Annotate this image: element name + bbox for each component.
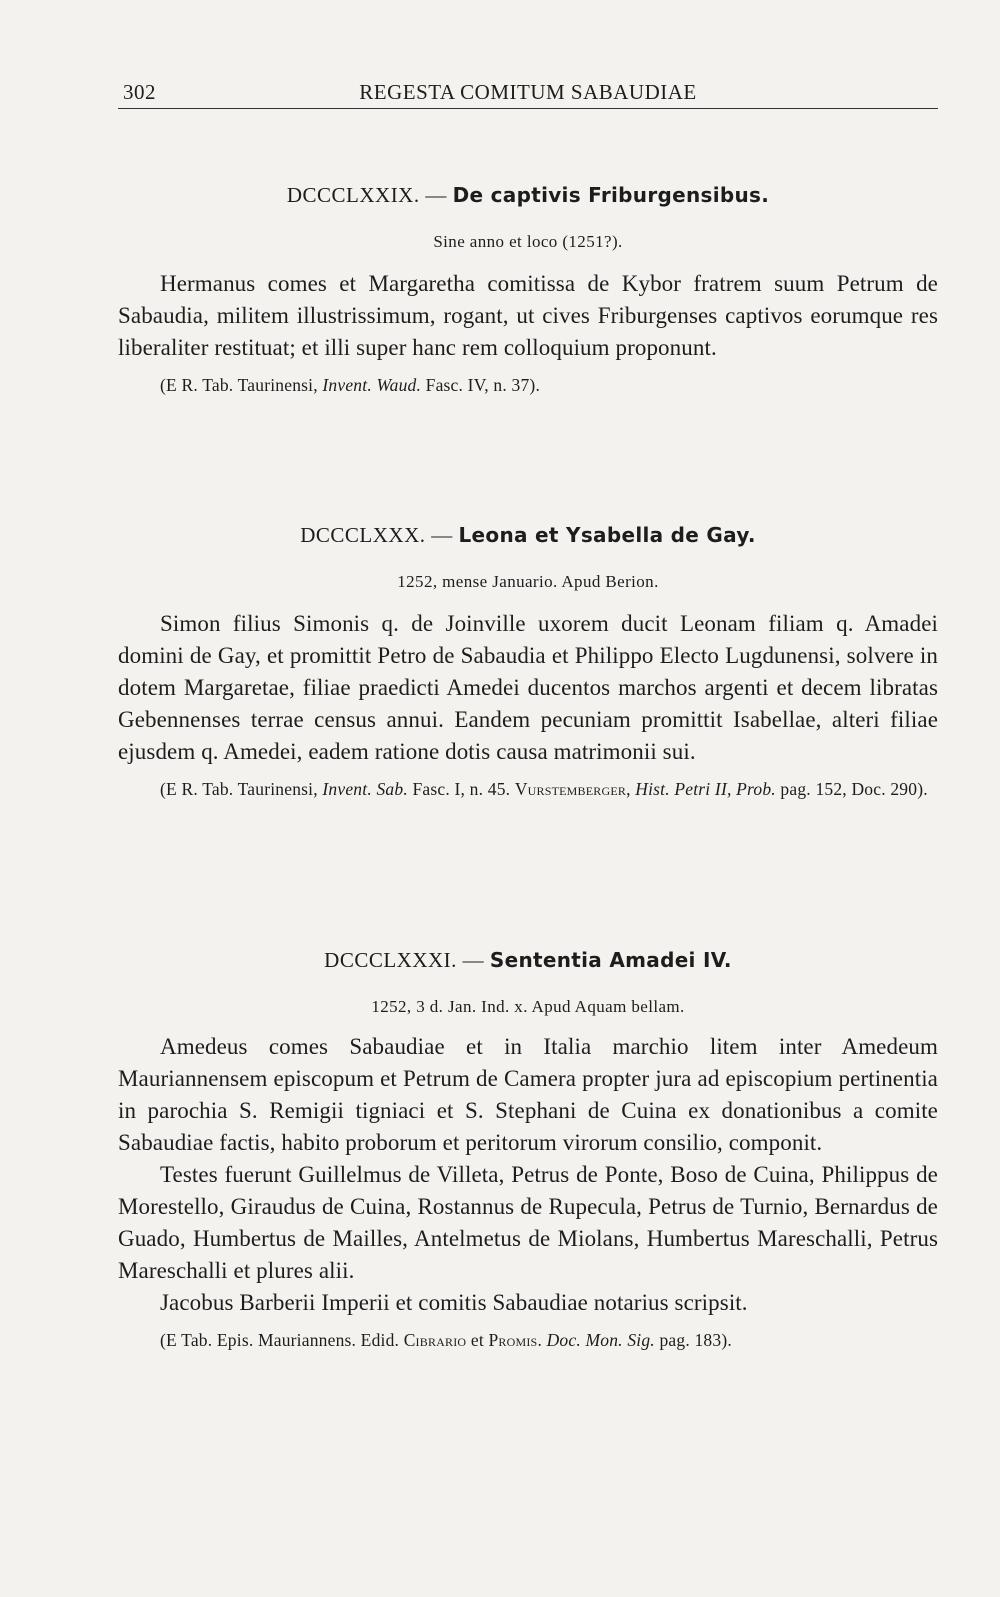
entry-heading: DCCCLXXXI. — Sententia Amadei IV. xyxy=(324,948,732,972)
entry-citation: (E R. Tab. Taurinensi, Invent. Waud. Fasc. IV, n. 37). xyxy=(160,375,541,395)
entry-dccclxxxi xyxy=(118,948,938,1353)
running-title: REGESTA COMITUM SABAUDIAE xyxy=(359,80,697,104)
entry-paragraph: Testes fuerunt Guillelmus de Villeta, Petrus de Ponte, Boso de Cuina, Philippus de Morestello, Giraudus de Cuina, Rostannus de Rupecula, Petrus de Turnio, Bernardus de Guado, Humbertus de Mailles, Antelmetus de Miolans, Humbertus Mareschalli, Petrus Mareschalli et plures alii. xyxy=(118,1162,938,1283)
entry-number: DCCCLXXXI. xyxy=(324,948,457,972)
entry-paragraph: Simon filius Simonis q. de Joinville uxorem ducit Leonam filiam q. Amadei domini de Gay, et promittit Petro de Sabaudia et Philippo Electo Lugdunensi, solvere in dotem Margaretae, filiae praedicti Amedei ducentos marchos argenti et decem libratas Gebennenses terrae census annui. Eandem pecuniam promittit Isabellae, alteri filiae ejusdem q. Amedei, eadem ratione dotis causa matrimonii sui. xyxy=(118,611,938,764)
running-header xyxy=(118,78,938,109)
entry-heading: DCCCLXXIX. — De captivis Friburgensibus. xyxy=(286,183,770,207)
entry-number: DCCCLXXX. xyxy=(300,523,426,547)
entry-paragraph: Hermanus comes et Margaretha comitissa de Kybor fratrem suum Petrum de Sabaudia, militem illustrissimum, rogant, ut cives Friburgenses captivos eorumque res liberaliter restituat; et illi super hanc rem colloquium proponunt. xyxy=(118,271,938,360)
entry-title: Leona et Ysabella de Gay. xyxy=(458,523,756,547)
entry-paragraph: Amedeus comes Sabaudiae et in Italia marchio litem inter Amedeum Mauriannensem episcopum et Petrum de Camera propter jura ad episcopium pertinentia in parochia S. Remigii tigniaci et S. Stephani de Cuina ex donationibus a comite Sabaudiae factis, habito proborum et peritorum virorum consilio, componit. xyxy=(118,1034,938,1155)
entry-paragraph: Jacobus Barberii Imperii et comitis Sabaudiae notarius scripsit. xyxy=(160,1290,748,1315)
entry-date: 1252, 3 d. Jan. Ind. x. Apud Aquam bellam. xyxy=(371,997,685,1016)
entry-number: DCCCLXXIX. xyxy=(286,183,420,207)
entry-dccclxxix xyxy=(118,183,938,398)
entry-date: 1252, mense Januario. Apud Berion. xyxy=(397,572,659,591)
page-number: 302 xyxy=(123,80,156,104)
entry-date: Sine anno et loco (1251?). xyxy=(433,232,623,251)
entry-title: De captivis Friburgensibus. xyxy=(452,183,770,207)
entry-dccclxxx xyxy=(118,523,938,802)
entry-heading: DCCCLXXX. — Leona et Ysabella de Gay. xyxy=(300,523,756,547)
entry-citation: (E Tab. Epis. Mauriannens. Edid. Cibrario et Promis. Doc. Mon. Sig. pag. 183). xyxy=(160,1330,732,1350)
entry-citation: (E R. Tab. Taurinensi, Invent. Sab. Fasc. I, n. 45. Vurstemberger, Hist. Petri II, Prob. pag. 152, Doc. 290). xyxy=(160,779,928,799)
entry-title: Sententia Amadei IV. xyxy=(489,948,732,972)
